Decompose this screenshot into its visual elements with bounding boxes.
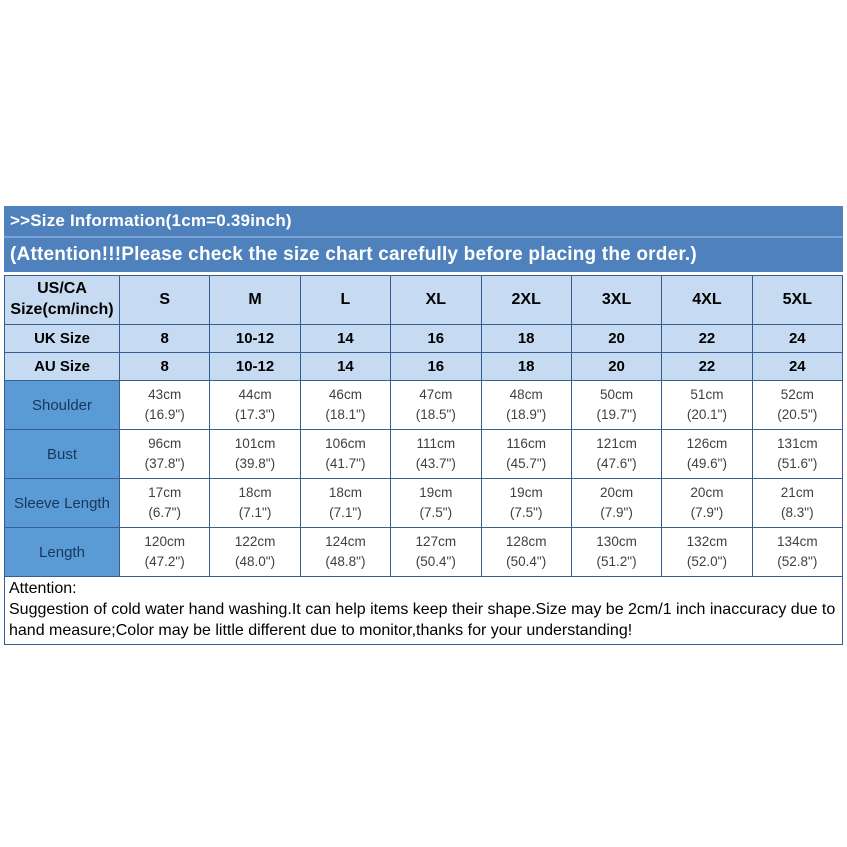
value-inch: (37.8"): [144, 456, 185, 471]
size-column-header: 5XL: [752, 276, 842, 325]
value-inch: (51.6"): [777, 456, 818, 471]
size-info-banner: >>Size Information(1cm=0.39inch): [4, 206, 843, 238]
attention-banner: (Attention!!!Please check the size chart carefully before placing the order.): [4, 238, 843, 272]
value-cm: 106cm: [325, 436, 366, 451]
value-cm: 48cm: [509, 387, 543, 402]
value-inch: (49.6"): [686, 456, 727, 471]
measurement-value-cell: [752, 479, 842, 528]
value-cm: 46cm: [328, 387, 362, 402]
value-cm: 131cm: [777, 436, 818, 451]
conversion-value-cell: 16: [391, 325, 481, 353]
size-column-header: 2XL: [481, 276, 571, 325]
measurement-value-cell: [210, 479, 300, 528]
measurement-row: [5, 528, 843, 577]
conversion-value-cell: 8: [120, 325, 210, 353]
value-inch: (47.2"): [144, 554, 185, 569]
value-cm: 96cm: [148, 436, 182, 451]
measurement-value-cell: [391, 479, 481, 528]
conversion-value-cell: 22: [662, 353, 752, 381]
value-cm: 50cm: [600, 387, 634, 402]
measurement-value-cell: [300, 528, 390, 577]
conversion-value-cell: 22: [662, 325, 752, 353]
measurement-value-cell: [662, 528, 752, 577]
attention-heading: Attention:: [9, 580, 77, 597]
measurement-row-label: Bust: [5, 430, 120, 479]
measurement-value-cell: [300, 430, 390, 479]
value-cm: 122cm: [234, 534, 276, 549]
conversion-value-cell: 18: [481, 353, 571, 381]
measurement-value-cell: [300, 479, 390, 528]
conversion-value-cell: 10-12: [210, 325, 300, 353]
conversion-value-cell: 24: [752, 353, 842, 381]
value-inch: (7.9"): [690, 505, 724, 520]
value-cm: 128cm: [505, 534, 547, 549]
measurement-value-cell: [571, 381, 661, 430]
value-cm: 120cm: [144, 534, 185, 549]
measurement-value-cell: [752, 430, 842, 479]
measurement-value-cell: [662, 381, 752, 430]
value-inch: (20.5"): [777, 407, 818, 422]
measurement-value-cell: [210, 381, 300, 430]
measurement-row-label: Sleeve Length: [5, 479, 120, 528]
value-cm: 47cm: [419, 387, 453, 402]
value-cm: 52cm: [780, 387, 814, 402]
measurement-value-cell: [752, 528, 842, 577]
value-inch: (51.2"): [596, 554, 637, 569]
conversion-row-label: AU Size: [5, 353, 120, 381]
value-cm: 127cm: [415, 534, 457, 549]
measurement-value-cell: [571, 430, 661, 479]
value-inch: (48.0"): [235, 554, 276, 569]
value-inch: (43.7"): [415, 456, 456, 471]
measurement-value-cell: [391, 528, 481, 577]
value-inch: (47.6"): [596, 456, 637, 471]
value-cm: 43cm: [148, 387, 182, 402]
table-header-row: [5, 276, 843, 325]
value-cm: 18cm: [328, 485, 362, 500]
value-inch: (19.7"): [596, 407, 637, 422]
value-inch: (17.3"): [235, 407, 276, 422]
measurement-value-cell: [481, 528, 571, 577]
value-inch: (7.9"): [600, 505, 633, 520]
corner-header-cell: [5, 276, 120, 325]
conversion-value-cell: 14: [300, 353, 390, 381]
value-inch: (41.7"): [325, 456, 366, 471]
value-inch: (18.1"): [325, 407, 366, 422]
value-cm: 44cm: [238, 387, 272, 402]
conversion-row: [5, 325, 843, 353]
conversion-value-cell: 20: [571, 325, 661, 353]
value-cm: 20cm: [600, 485, 634, 500]
value-cm: 19cm: [509, 485, 543, 500]
size-column-header: M: [210, 276, 300, 325]
value-inch: (45.7"): [506, 456, 547, 471]
measurement-row: [5, 381, 843, 430]
corner-header-line2: Size(cm/inch): [10, 301, 114, 318]
value-inch: (39.8"): [235, 456, 276, 471]
conversion-value-cell: 16: [391, 353, 481, 381]
measurement-value-cell: [571, 528, 661, 577]
measurement-value-cell: [481, 381, 571, 430]
measurement-row-label: Length: [5, 528, 120, 577]
measurement-value-cell: [391, 430, 481, 479]
measurement-value-cell: [300, 381, 390, 430]
measurement-value-cell: [662, 430, 752, 479]
measurement-value-cell: [662, 479, 752, 528]
conversion-value-cell: 20: [571, 353, 661, 381]
value-inch: (7.5"): [509, 505, 543, 520]
value-inch: (7.1"): [329, 505, 362, 520]
measurement-row-label: Shoulder: [5, 381, 120, 430]
value-cm: 126cm: [686, 436, 728, 451]
measurement-value-cell: [752, 381, 842, 430]
value-inch: (7.5"): [419, 505, 453, 520]
value-cm: 134cm: [777, 534, 818, 549]
value-inch: (7.1"): [238, 505, 272, 520]
measurement-value-cell: [571, 479, 661, 528]
value-inch: (48.8"): [325, 554, 366, 569]
measurement-row: [5, 430, 843, 479]
size-column-header: L: [300, 276, 390, 325]
size-column-header: 3XL: [571, 276, 661, 325]
size-chart-content: [4, 206, 843, 645]
value-cm: 17cm: [148, 485, 182, 500]
conversion-value-cell: 8: [120, 353, 210, 381]
value-inch: (50.4"): [506, 554, 547, 569]
value-inch: (20.1"): [686, 407, 727, 422]
value-cm: 132cm: [686, 534, 728, 549]
measurement-value-cell: [120, 430, 210, 479]
attention-note: [4, 576, 843, 645]
value-inch: (52.0"): [686, 554, 727, 569]
value-cm: 20cm: [690, 485, 724, 500]
measurement-value-cell: [481, 479, 571, 528]
value-cm: 130cm: [596, 534, 637, 549]
size-column-header: XL: [391, 276, 481, 325]
corner-header-line1: US/CA: [37, 280, 87, 298]
size-table: [4, 275, 843, 577]
value-cm: 51cm: [690, 387, 724, 402]
value-cm: 21cm: [780, 485, 814, 500]
value-cm: 19cm: [419, 485, 453, 500]
value-inch: (50.4"): [415, 554, 456, 569]
value-cm: 111cm: [416, 436, 456, 451]
measurement-value-cell: [120, 381, 210, 430]
attention-body: Suggestion of cold water hand washing.It can help items keep their shape.Size may be 2cm/1 inch inaccuracy due to hand measure;Color may be little different due to monitor,thanks for your understanding!: [9, 601, 836, 639]
value-cm: 18cm: [238, 485, 272, 500]
conversion-row: [5, 353, 843, 381]
measurement-row: [5, 479, 843, 528]
value-inch: (52.8"): [777, 554, 818, 569]
conversion-value-cell: 24: [752, 325, 842, 353]
value-cm: 124cm: [325, 534, 366, 549]
size-column-header: S: [120, 276, 210, 325]
measurement-value-cell: [120, 479, 210, 528]
conversion-row-label: UK Size: [5, 325, 120, 353]
value-inch: (6.7"): [148, 505, 181, 520]
value-inch: (18.9"): [506, 407, 547, 422]
measurement-value-cell: [210, 528, 300, 577]
value-inch: (16.9"): [144, 407, 185, 422]
measurement-value-cell: [210, 430, 300, 479]
value-inch: (18.5"): [415, 407, 456, 422]
value-inch: (8.3"): [781, 505, 814, 520]
value-cm: 121cm: [596, 436, 637, 451]
measurement-value-cell: [481, 430, 571, 479]
value-cm: 101cm: [234, 436, 276, 451]
measurement-value-cell: [391, 381, 481, 430]
conversion-value-cell: 10-12: [210, 353, 300, 381]
conversion-value-cell: 14: [300, 325, 390, 353]
size-column-header: 4XL: [662, 276, 752, 325]
measurement-value-cell: [120, 528, 210, 577]
conversion-value-cell: 18: [481, 325, 571, 353]
value-cm: 116cm: [506, 436, 546, 451]
